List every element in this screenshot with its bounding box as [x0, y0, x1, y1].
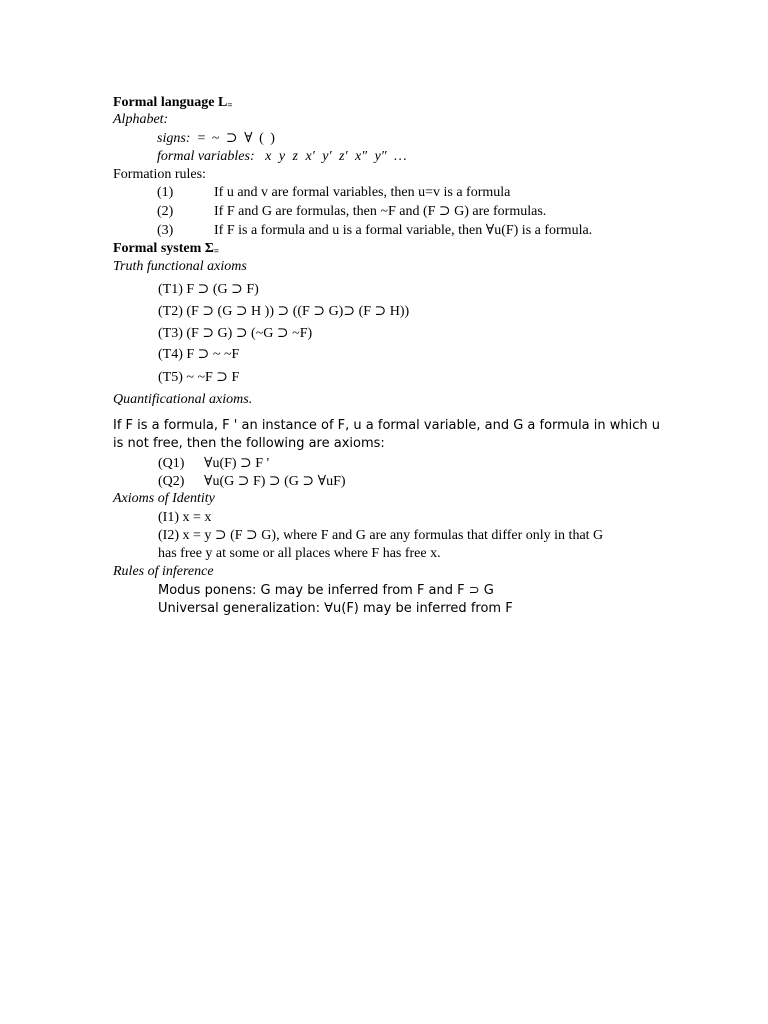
formal-system-heading: [113, 240, 219, 260]
rules-of-inference-label: Rules of inference: [113, 564, 214, 579]
formal-language-heading-text: Formal language L: [113, 95, 228, 110]
quantificational-intro-line-1: If F is a formula, F ' an instance of F, u a formal variable, and G a formula in which u: [113, 418, 661, 433]
truth-axiom: (T5) ~ ~F ⊃ F: [158, 370, 240, 385]
identity-axiom: (I2) x = y ⊃ (F ⊃ G), where F and G are any formulas that differ only in that G: [158, 528, 604, 543]
truth-axiom: (T3) (F ⊃ G) ⊃ (~G ⊃ ~F): [158, 326, 313, 341]
truth-axiom: (T2) (F ⊃ (G ⊃ H )) ⊃ ((F ⊃ G)⊃ (F ⊃ H)): [158, 304, 410, 319]
formation-rule-text: If F and G are formulas, then ~F and (F ⊃ G) are formulas.: [214, 204, 547, 219]
truth-axiom: (T4) F ⊃ ~ ~F: [158, 347, 240, 362]
formal-language-heading-subscript: =: [227, 100, 233, 110]
quantificational-axiom-number: (Q1): [158, 456, 185, 471]
signs-list: = ~ ⊃ ∀ ( ): [197, 131, 275, 146]
quantificational-intro-line-2: is not free, then the following are axioms:: [113, 436, 385, 451]
signs-line: [157, 130, 275, 148]
quantificational-axiom: [158, 473, 346, 491]
formation-rule-text: If u and v are formal variables, then u=v is a formula: [214, 185, 511, 200]
inference-rule: Modus ponens: G may be inferred from F and F ⊃ G: [158, 583, 494, 598]
identity-axiom-continuation: has free y at some or all places where F has free x.: [158, 546, 441, 561]
quantificational-axiom-text: ∀u(G ⊃ F) ⊃ (G ⊃ ∀uF): [204, 474, 346, 489]
truth-axiom: (T1) F ⊃ (G ⊃ F): [158, 282, 259, 297]
formation-rule-number: (2): [157, 204, 174, 219]
formal-system-heading-text: Formal system Σ: [113, 241, 214, 256]
identity-label: Axioms of Identity: [113, 491, 215, 506]
quantificational-axiom: [158, 455, 269, 473]
quantificational-label: Quantificational axioms.: [113, 392, 253, 407]
formation-rule-text: If F is a formula and u is a formal variable, then ∀u(F) is a formula.: [214, 223, 593, 238]
formation-rules-label: Formation rules:: [113, 167, 206, 182]
truth-functional-label: Truth functional axioms: [113, 259, 247, 274]
variables-line: [157, 148, 407, 166]
identity-axiom: (I1) x = x: [158, 510, 212, 525]
inference-rule: Universal generalization: ∀u(F) may be inferred from F: [158, 601, 513, 616]
formal-system-heading-subscript: =: [213, 246, 220, 256]
variables-list: x y z x′ y′ z′ x″ y″ …: [265, 149, 407, 164]
variables-label: formal variables:: [157, 149, 255, 164]
quantificational-axiom-text: ∀u(F) ⊃ F ': [204, 456, 270, 471]
signs-label: signs:: [157, 131, 191, 146]
formation-rule: [157, 184, 510, 202]
quantificational-axiom-number: (Q2): [158, 474, 185, 489]
formation-rule: [157, 222, 592, 240]
formation-rule-number: (1): [157, 185, 174, 200]
formation-rule: [157, 203, 546, 221]
alphabet-label: Alphabet:: [113, 112, 169, 127]
formation-rule-number: (3): [157, 223, 174, 238]
